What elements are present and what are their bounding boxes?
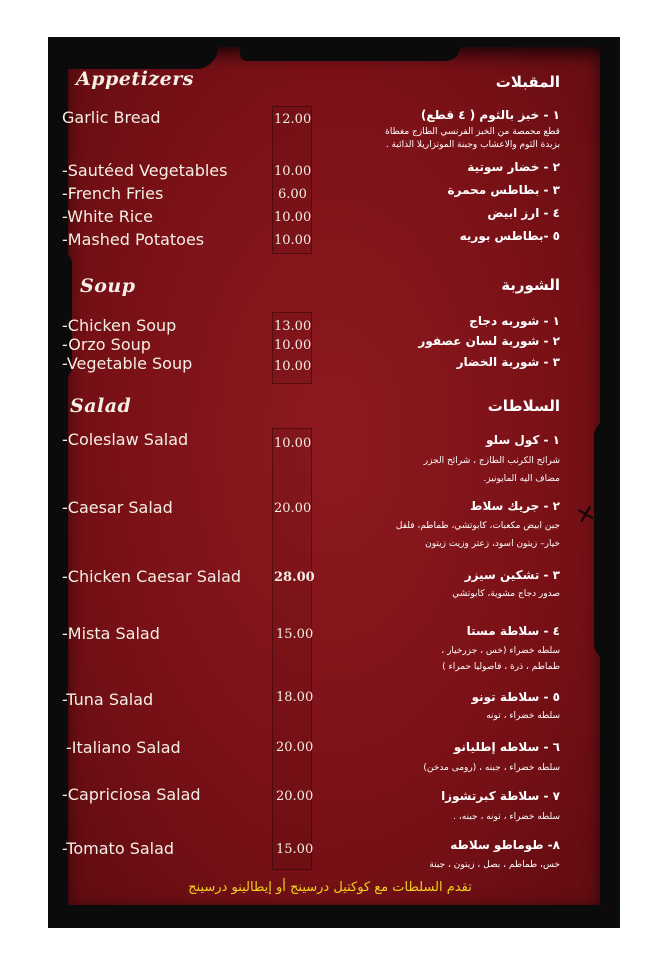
item-name-ar: ٢ - جريك سلاط [469, 499, 560, 513]
item-name-ar: ٢ - خضار سوتية [467, 160, 560, 174]
item-price: 10.00 [274, 233, 312, 248]
item-price: 6.00 [278, 187, 307, 202]
item-price: 10.00 [274, 210, 312, 225]
item-name: -Chicken Caesar Salad [62, 567, 242, 586]
item-name: -Capriciosa Salad [62, 785, 201, 804]
item-price: 20.00 [276, 740, 314, 755]
section-title-appetizers: Appetizers [76, 68, 194, 90]
item-name-ar: ٣ - بطاطس محمرة [447, 183, 560, 197]
item-name: -Tuna Salad [62, 690, 154, 709]
item-name: -Chicken Soup [62, 316, 177, 335]
section-title-soup: Soup [80, 275, 136, 297]
item-desc-ar: خيار– زيتون اسود، زعتر وزيت زيتون [425, 539, 560, 549]
item-name: -Sautéed Vegetables [62, 161, 228, 180]
item-name-ar: ٢ - شوربة لسان عصفور [418, 334, 560, 348]
item-desc-ar: بزبدة الثوم والاعشاب وجبنة الموتزاريلا الذائبة . [385, 140, 560, 150]
item-price: 10.00 [274, 338, 312, 353]
item-desc-ar: سلطه خضراء ، تونه ، جبنه، . [453, 812, 560, 822]
item-name: -Tomato Salad [62, 839, 175, 858]
item-name-ar: ٣ - شوربة الخضار [456, 355, 560, 369]
item-name-ar: ١ - كول سلو [486, 433, 560, 447]
item-desc-ar: صدور دجاج مشوية، كابوتشي [452, 589, 560, 599]
footer-note: تقدم السلطات مع كوكتيل درسينج أو إيطالينو درسينج [188, 880, 472, 895]
price-column-appetizers [272, 106, 312, 254]
item-price: 20.00 [274, 501, 312, 516]
item-name: -Mista Salad [62, 624, 160, 643]
item-name: -White Rice [62, 207, 153, 226]
item-price: 18.00 [276, 690, 314, 705]
item-desc-ar: خس، طماطم ، بصل ، زيتون ، جبنة [429, 860, 560, 870]
item-name: -Orzo Soup [62, 335, 151, 354]
brush-mark-icon: ✕ [572, 498, 600, 531]
item-price: 10.00 [274, 436, 312, 451]
item-price: 15.00 [276, 627, 314, 642]
section-title-soup-ar: الشوربة [501, 276, 560, 294]
item-desc-ar: سلطه خضراء ، جبنه ، (رومى مدخن) [423, 763, 560, 773]
item-desc-ar: طماطم ، ذرة ، فاصوليا حمراء ) [442, 662, 560, 672]
item-desc-ar: شرائح الكرنب الطازج ، شرائح الجزر [423, 456, 560, 466]
item-name: -Coleslaw Salad [62, 430, 189, 449]
item-price: 13.00 [274, 319, 312, 334]
item-name: Garlic Bread [62, 108, 161, 127]
item-name: -Caesar Salad [62, 498, 173, 517]
item-price: 10.00 [274, 359, 312, 374]
grunge-edge [58, 47, 218, 69]
item-price: 10.00 [274, 164, 312, 179]
item-name-ar: ١ - شوربه دجاج [469, 314, 560, 328]
section-title-salad-ar: السلاطات [487, 397, 560, 415]
item-name: -French Fries [62, 184, 164, 203]
item-name: -Vegetable Soup [62, 354, 193, 373]
section-title-appetizers-ar: المقبلات [495, 73, 560, 91]
grunge-edge [58, 905, 610, 918]
item-desc-ar: سلطه خضراء ، تونه [486, 711, 560, 721]
item-name-ar: ٤ - ارز ابيض [487, 206, 560, 220]
item-name-ar: ٤ - سلاطة مستا [466, 624, 560, 638]
section-title-salad: Salad [70, 395, 132, 417]
item-name: -Mashed Potatoes [62, 230, 205, 249]
item-price: 28.00 [274, 570, 315, 585]
item-name: -Italiano Salad [66, 738, 181, 757]
item-price: 15.00 [276, 842, 314, 857]
item-price: 12.00 [274, 112, 312, 127]
item-name-ar: ٣ - تشكين سيزر [464, 568, 560, 582]
item-name-ar: ٥ -بطاطس بوريه [459, 229, 560, 243]
item-desc-ar: سلطه خضراء (خس ، جزرخيار ، [441, 646, 560, 656]
item-price: 20.00 [276, 789, 314, 804]
item-desc-ar: جبن ابيض مكعبات، كابوتشي، طماطم، فلفل [395, 521, 560, 531]
item-name-ar: ٨- طوماطو سلاطه [450, 838, 560, 852]
item-desc-ar: مضاف اليه المايونيز. [483, 474, 560, 484]
item-name-ar: ٧ - سلاطة كبرتشوزا [441, 789, 560, 803]
item-name-ar: ٦ - سلاطه إطليانو [453, 740, 560, 754]
grunge-edge [240, 47, 460, 61]
item-name-ar: ٥ - سلاطة تونو [471, 690, 560, 704]
item-desc-ar: قطع محمصة من الخبز الفرنسي الطازج مغطاة [385, 127, 560, 137]
item-name-ar: ١ - خبز بالثوم ( ٤ قطع) [420, 108, 560, 122]
